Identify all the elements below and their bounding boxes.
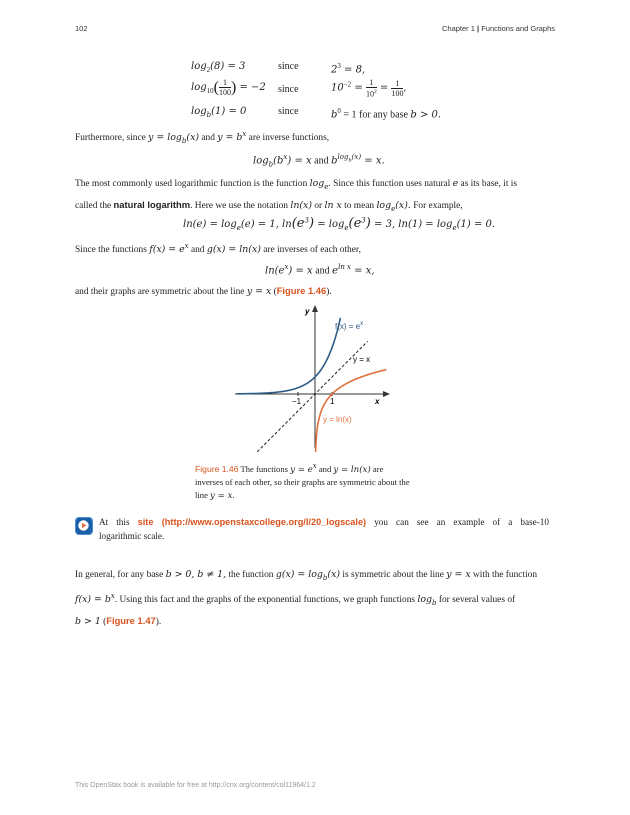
example-row-3-since: since: [278, 106, 299, 117]
curve-exp: [237, 318, 341, 394]
fraction-2: $\frac{1}{100}$: [391, 78, 404, 98]
rhs-base: b: [331, 109, 338, 121]
log-arg: (1) = 0: [211, 106, 247, 117]
rhs-exp: 0: [337, 107, 341, 115]
x-axis-label: x: [375, 397, 380, 406]
chapter-header: [442, 24, 555, 33]
log-base: 10: [206, 86, 214, 95]
rhs-tail: = 8,: [340, 64, 366, 76]
equation-natural-log: $\ln(e) = \log_e(e) = 1$, $\ln(e^3) = \log_e(e^3) = 3$, $\ln(1) = \log_e(1) = 0$.: [183, 216, 496, 232]
tick-label-1: 1: [330, 397, 335, 406]
label-ln: y = ln(x): [323, 415, 352, 424]
caption-line3: line y = x.: [195, 489, 235, 501]
tick-label-neg1: −1: [292, 397, 302, 406]
paragraph-general-base-line3: b > 1 (Figure 1.47).: [75, 614, 162, 627]
example-row-3: [191, 105, 246, 122]
curve-ln: [316, 370, 387, 452]
media-icon[interactable]: [75, 517, 93, 535]
label-exp: $f(x) = e^x$: [335, 321, 364, 331]
paragraph-symmetric: and their graphs are symmetric about the line y = x (Figure 1.46).: [75, 285, 332, 297]
chapter-prefix: Chapter 1: [441, 24, 475, 33]
caption-line2: inverses of each other, so their graphs are symmetric about the: [195, 477, 410, 488]
example-row-2-since: since: [278, 84, 299, 95]
example-row-2-rhs: $10^{-2}$ = $\frac{1}{10^2}$ = $\frac{1}{100}$ ,: [331, 78, 406, 99]
x-axis-arrow: [383, 391, 390, 397]
example-row-3-rhs: [331, 105, 441, 121]
example-row-1-since: since: [278, 61, 299, 72]
caption-figure-ref: Figure 1.46: [195, 463, 239, 474]
figure-caption: [195, 460, 435, 502]
paragraph-natural-log: [75, 175, 557, 218]
chapter-separator: |: [474, 24, 482, 33]
fraction-1: $\frac{1}{10^2}$: [365, 78, 377, 99]
log-text: log: [191, 81, 207, 93]
label-line: y = x: [353, 355, 371, 364]
rhs-base: 2: [331, 64, 338, 76]
log-base: b: [206, 111, 212, 119]
rhs-tail: = 1 for any base: [340, 109, 411, 121]
log-text: log: [191, 106, 207, 117]
play-icon: [76, 518, 91, 533]
example-row-1: [191, 60, 245, 77]
example-row-2: $\log_{10}$( $\frac{1}{100}$ ) = −2: [191, 78, 266, 97]
paragraph-natural-log-line2: called the natural logarithm. Here we use the notation ln(x) or ln x to mean $\log_e(x)$. For example,: [75, 198, 463, 213]
paragraph-natural-log-line1: The most commonly used logarithmic function is the function $\log_e$. Since this function uses natural e as its base, it is: [75, 178, 518, 191]
line-y-equals-x: [257, 341, 371, 452]
paragraph-inverses: Since the functions $f(x) = e^x$ and g(x) = ln(x) are inverses of each other,: [75, 242, 362, 256]
chapter-title: Functions and Graphs: [481, 24, 555, 33]
media-line2: logarithmic scale.: [99, 531, 165, 541]
site-link[interactable]: site (http://www.openstaxcollege.org/l/20_logscale): [137, 517, 367, 527]
paragraph-general-base-line1: In general, for any base b > 0, b ≠ 1, the function $g(x) = \log_b(x)$ is symmetric about the line y = x with the function: [75, 569, 538, 582]
figure-ref-link[interactable]: Figure 1.46: [276, 285, 327, 296]
figure-1-46-graph: [225, 302, 405, 452]
page-number: 102: [75, 24, 88, 33]
paragraph-general-base-line2: $f(x) = b^x$. Using this fact and the graphs of the exponential functions, we graph functions $\log_b$ for several values of: [75, 591, 516, 607]
fraction: $\frac{1}{100}$: [218, 78, 231, 97]
paragraph-inverse: Furthermore, since $y = \log_b(x)$ and $y = b^x$ are inverse functions,: [75, 130, 330, 145]
equation-ln-exp: $\ln(e^x) = x$ and $e^{ln x} = x$,: [265, 263, 375, 277]
log-eq: = −2: [236, 81, 266, 93]
figure-1-47-link[interactable]: Figure 1.47: [106, 614, 156, 626]
media-text: [99, 515, 549, 543]
footer-note: This OpenStax book is available for free at http://cnx.org/content/col11964/1.2: [75, 782, 316, 789]
rhs-cond: b > 0.: [410, 109, 442, 121]
y-axis-label: y: [305, 307, 310, 316]
log-base: 2: [206, 66, 211, 74]
paragraph-general-base: [75, 566, 557, 631]
rhs-exp: 3: [337, 62, 341, 70]
rhs-exp: −2: [343, 80, 352, 89]
rhs-base: 10: [331, 82, 344, 94]
log-text: log: [191, 61, 207, 72]
log-arg: (8) = 3: [210, 61, 246, 72]
media-line1: At this site (http://www.openstaxcollege.org/l/20_logscale) you can see an example of a base-10: [99, 517, 549, 527]
equation-inverse: $\log_b(b^x) = x$ and $b^{log_b(x)} = x$.: [253, 153, 385, 169]
caption-line1: Figure 1.46 The functions $y = e^x$ and y = ln(x) are: [195, 462, 384, 475]
y-axis-arrow: [312, 305, 318, 312]
example-row-1-rhs: [331, 60, 365, 76]
